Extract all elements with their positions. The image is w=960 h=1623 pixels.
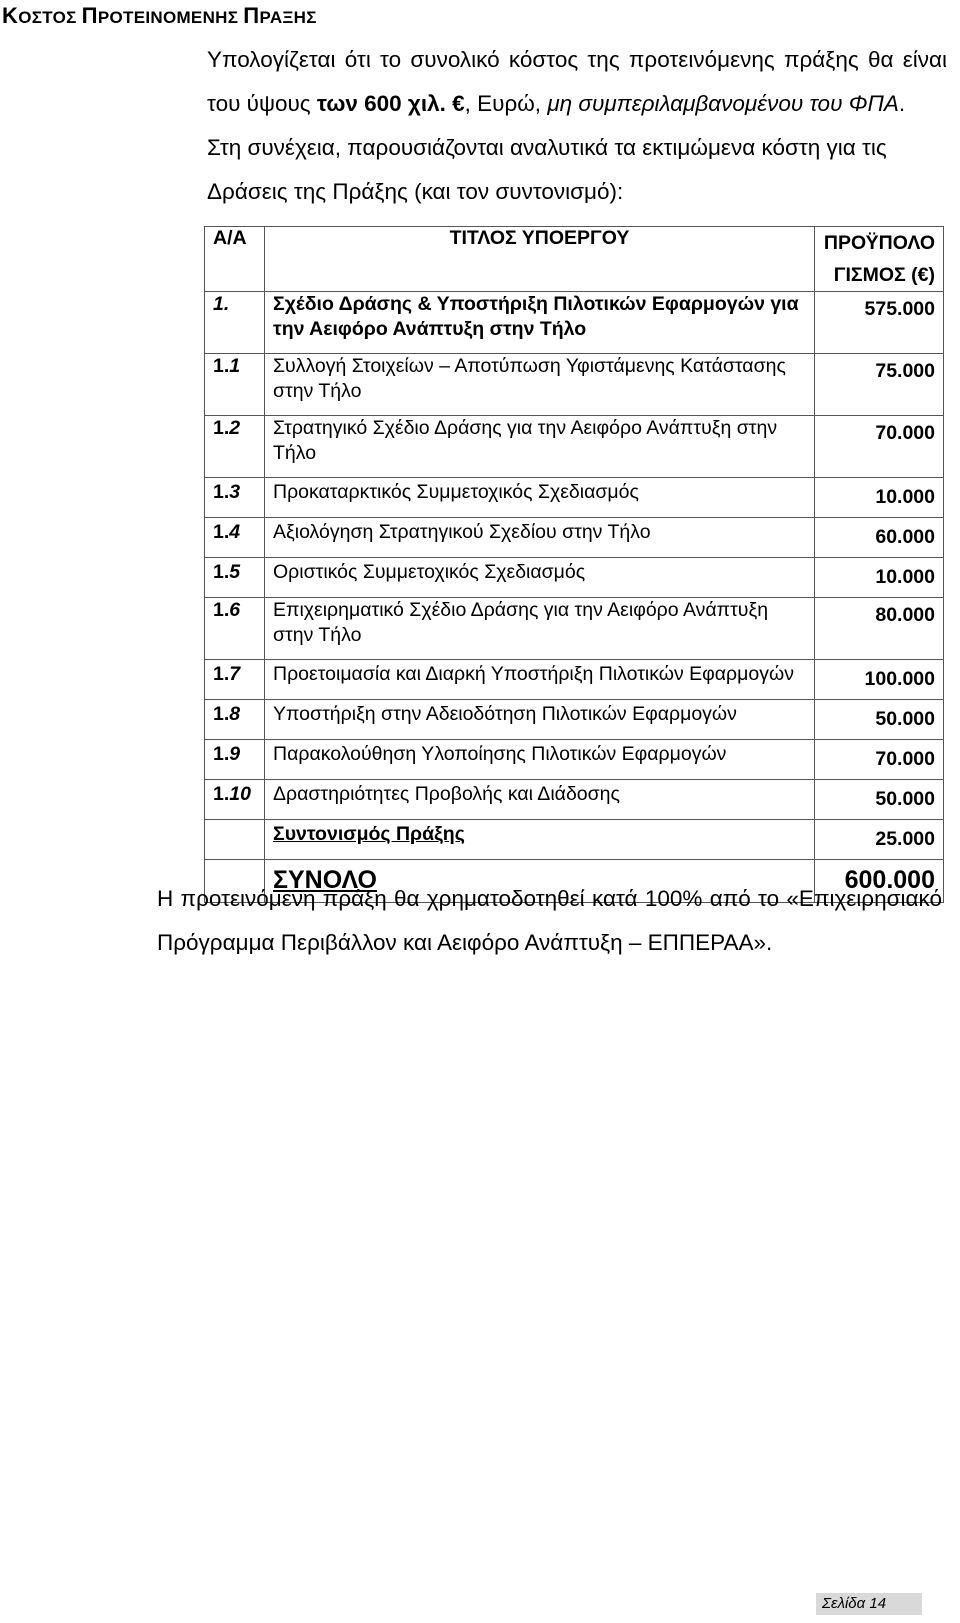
table-row: 1.2 Στρατηγικό Σχέδιο Δράσης για την Αειφόρο Ανάπτυξη στην Τήλο 70.000 [205, 416, 944, 478]
main-amount: 575.000 [815, 292, 944, 354]
intro-paragraph [207, 38, 947, 214]
header-aa: Α/Α [205, 227, 265, 292]
table-row: 1.6 Επιχειρηματικό Σχέδιο Δράσης για την Αειφόρο Ανάπτυξη στην Τήλο 80.000 [205, 598, 944, 660]
table-row: 1.1 Συλλογή Στοιχείων – Αποτύπωση Υφιστάμενης Κατάστασης στην Τήλο 75.000 [205, 354, 944, 416]
funding-line-1: Η προτεινόμενη πράξη θα χρηματοδοτηθεί κατά 100% από το «Επιχειρησιακό [157, 886, 942, 911]
table-row-coordination: Συντονισμός Πράξης 25.000 [205, 820, 944, 860]
funding-line-2: Πρόγραμμα Περιβάλλον και Αειφόρο Ανάπτυξη – ΕΠΠΕΡΑΑ». [157, 930, 773, 955]
table-header-row [205, 227, 944, 292]
intro-line-4: Δράσεις της Πράξης (και τον συντονισμό): [207, 179, 624, 204]
intro-line-2: του ύψους των 600 χιλ. €, Ευρώ, μη συμπεριλαμβανομένου του ΦΠΑ. [207, 91, 906, 116]
table-row: 1.10 Δραστηριότητες Προβολής και Διάδοσης 50.000 [205, 780, 944, 820]
header-budget: ΠΡΟΫΠΟΛΟ ΓΙΣΜΟΣ (€) [815, 227, 944, 292]
intro-line-3: Στη συνέχεια, παρουσιάζονται αναλυτικά τα εκτιμώμενα κόστη για τις [207, 135, 887, 160]
table-row: 1.3 Προκαταρκτικός Συμμετοχικός Σχεδιασμός 10.000 [205, 478, 944, 518]
page-number: Σελίδα 14 [816, 1593, 922, 1615]
table-row: 1.9 Παρακολούθηση Υλοποίησης Πιλοτικών Εφαρμογών 70.000 [205, 740, 944, 780]
table-row: 1.7 Προετοιμασία και Διαρκή Υποστήριξη Πιλοτικών Εφαρμογών 100.000 [205, 660, 944, 700]
budget-table [204, 226, 944, 903]
header-title: ΤΙΤΛΟΣ ΥΠΟΕΡΓΟΥ [265, 227, 815, 292]
table-row: 1.5 Οριστικός Συμμετοχικός Σχεδιασμός 10.000 [205, 558, 944, 598]
table-row: 1.4 Αξιολόγηση Στρατηγικού Σχεδίου στην Τήλο 60.000 [205, 518, 944, 558]
funding-paragraph [157, 877, 942, 965]
intro-line-1: Υπολογίζεται ότι το συνολικό κόστος της προτεινόμενης πράξης θα είναι [207, 47, 947, 72]
main-title: Σχέδιο Δράσης & Υποστήριξη Πιλοτικών Εφαρμογών για την Αειφόρο Ανάπτυξη στην Τήλο [265, 292, 815, 354]
table-row: 1.8 Υποστήριξη στην Αδειοδότηση Πιλοτικών Εφαρμογών 50.000 [205, 700, 944, 740]
table-row-main: 1. Σχέδιο Δράσης & Υποστήριξη Πιλοτικών Εφαρμογών για την Αειφόρο Ανάπτυξη στην Τήλο 575.000 [205, 292, 944, 354]
table-row-total: ΣΥΝΟΛΟ 600.000 [205, 860, 944, 903]
section-heading: ΚΟΣΤΟΣ ΠΡΟΤΕΙΝΟΜΕΝΗΣ ΠΡΑΞΗΣ [2, 3, 317, 28]
